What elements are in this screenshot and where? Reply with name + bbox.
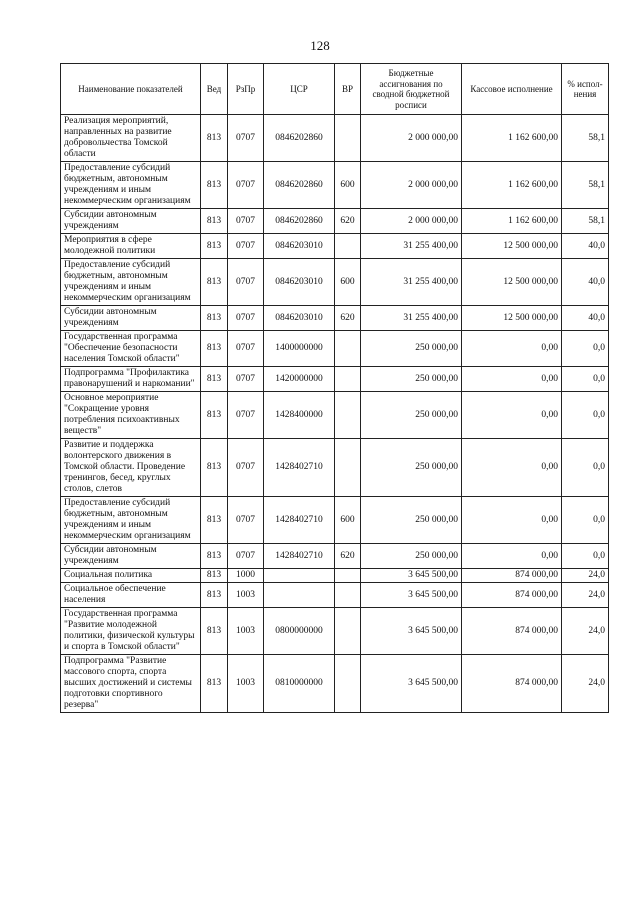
cell-name: Субсидии автономным учреждениям bbox=[61, 544, 201, 569]
header-name: Наименование показателей bbox=[61, 64, 201, 115]
cell-csr: 0846202860 bbox=[264, 209, 335, 234]
cell-vr: 620 bbox=[335, 306, 361, 331]
cell-cash-execution: 1 162 600,00 bbox=[462, 115, 562, 162]
cell-vr: 620 bbox=[335, 544, 361, 569]
cell-name: Подпрограмма "Профилактика правонарушений и наркомании" bbox=[61, 367, 201, 392]
cell-percent: 0,0 bbox=[562, 497, 609, 544]
table-row bbox=[61, 259, 609, 306]
cell-assignments: 31 255 400,00 bbox=[361, 234, 462, 259]
table-row bbox=[61, 439, 609, 497]
header-csr: ЦСР bbox=[264, 64, 335, 115]
cell-ved: 813 bbox=[201, 497, 228, 544]
cell-csr: 1428402710 bbox=[264, 544, 335, 569]
cell-rzpr: 0707 bbox=[228, 306, 264, 331]
table-row bbox=[61, 608, 609, 655]
cell-cash-execution: 0,00 bbox=[462, 497, 562, 544]
table-row bbox=[61, 583, 609, 608]
budget-table bbox=[60, 63, 609, 713]
cell-cash-execution: 12 500 000,00 bbox=[462, 259, 562, 306]
cell-csr: 0810000000 bbox=[264, 655, 335, 713]
table-row bbox=[61, 544, 609, 569]
cell-cash-execution: 0,00 bbox=[462, 439, 562, 497]
cell-percent: 58,1 bbox=[562, 162, 609, 209]
cell-rzpr: 0707 bbox=[228, 497, 264, 544]
table-row bbox=[61, 392, 609, 439]
table-row bbox=[61, 115, 609, 162]
table-header-row bbox=[61, 64, 609, 115]
cell-percent: 24,0 bbox=[562, 583, 609, 608]
cell-cash-execution: 12 500 000,00 bbox=[462, 306, 562, 331]
cell-assignments: 250 000,00 bbox=[361, 331, 462, 367]
cell-vr bbox=[335, 569, 361, 583]
cell-vr bbox=[335, 608, 361, 655]
cell-percent: 58,1 bbox=[562, 209, 609, 234]
cell-rzpr: 1000 bbox=[228, 569, 264, 583]
cell-assignments: 31 255 400,00 bbox=[361, 259, 462, 306]
cell-name: Реализация мероприятий, направленных на развитие добровольчества Томской области bbox=[61, 115, 201, 162]
cell-rzpr: 0707 bbox=[228, 439, 264, 497]
cell-vr bbox=[335, 655, 361, 713]
cell-csr: 0846202860 bbox=[264, 115, 335, 162]
cell-percent: 58,1 bbox=[562, 115, 609, 162]
cell-ved: 813 bbox=[201, 115, 228, 162]
cell-cash-execution: 0,00 bbox=[462, 367, 562, 392]
cell-ved: 813 bbox=[201, 331, 228, 367]
cell-ved: 813 bbox=[201, 306, 228, 331]
cell-rzpr: 0707 bbox=[228, 234, 264, 259]
header-ved: Вед bbox=[201, 64, 228, 115]
cell-rzpr: 0707 bbox=[228, 162, 264, 209]
cell-name: Социальное обеспечение населения bbox=[61, 583, 201, 608]
cell-csr: 1428402710 bbox=[264, 497, 335, 544]
cell-assignments: 250 000,00 bbox=[361, 367, 462, 392]
cell-rzpr: 1003 bbox=[228, 608, 264, 655]
cell-ved: 813 bbox=[201, 392, 228, 439]
cell-ved: 813 bbox=[201, 439, 228, 497]
cell-name: Основное мероприятие "Сокращение уровня потребления психоактивных веществ" bbox=[61, 392, 201, 439]
cell-csr: 1400000000 bbox=[264, 331, 335, 367]
cell-ved: 813 bbox=[201, 367, 228, 392]
cell-ved: 813 bbox=[201, 655, 228, 713]
cell-name: Предоставление субсидий бюджетным, автономным учреждениям и иным некоммерческим организациям bbox=[61, 162, 201, 209]
cell-percent: 40,0 bbox=[562, 259, 609, 306]
cell-percent: 24,0 bbox=[562, 655, 609, 713]
cell-vr: 600 bbox=[335, 497, 361, 544]
cell-rzpr: 0707 bbox=[228, 392, 264, 439]
cell-name: Субсидии автономным учреждениям bbox=[61, 209, 201, 234]
cell-cash-execution: 0,00 bbox=[462, 544, 562, 569]
cell-assignments: 3 645 500,00 bbox=[361, 569, 462, 583]
cell-csr: 0800000000 bbox=[264, 608, 335, 655]
cell-vr bbox=[335, 234, 361, 259]
cell-name: Предоставление субсидий бюджетным, автономным учреждениям и иным некоммерческим организациям bbox=[61, 497, 201, 544]
cell-assignments: 2 000 000,00 bbox=[361, 162, 462, 209]
cell-percent: 0,0 bbox=[562, 367, 609, 392]
cell-assignments: 250 000,00 bbox=[361, 392, 462, 439]
cell-percent: 24,0 bbox=[562, 569, 609, 583]
cell-vr: 600 bbox=[335, 162, 361, 209]
cell-cash-execution: 874 000,00 bbox=[462, 655, 562, 713]
cell-rzpr: 0707 bbox=[228, 331, 264, 367]
table-row bbox=[61, 306, 609, 331]
cell-name: Подпрограмма "Развитие массового спорта, спорта высших достижений и системы подготовки спортивного резерва" bbox=[61, 655, 201, 713]
cell-assignments: 3 645 500,00 bbox=[361, 583, 462, 608]
cell-cash-execution: 0,00 bbox=[462, 331, 562, 367]
cell-name: Предоставление субсидий бюджетным, автономным учреждениям и иным некоммерческим организациям bbox=[61, 259, 201, 306]
cell-name: Государственная программа "Развитие молодежной политики, физической культуры и спорта в Томской области" bbox=[61, 608, 201, 655]
page-number: 128 bbox=[310, 38, 330, 53]
cell-ved: 813 bbox=[201, 162, 228, 209]
cell-vr bbox=[335, 439, 361, 497]
cell-cash-execution: 874 000,00 bbox=[462, 569, 562, 583]
table-row bbox=[61, 497, 609, 544]
cell-vr bbox=[335, 392, 361, 439]
cell-name: Субсидии автономным учреждениям bbox=[61, 306, 201, 331]
cell-percent: 40,0 bbox=[562, 234, 609, 259]
table-body bbox=[61, 115, 609, 713]
header-rzpr: РзПр bbox=[228, 64, 264, 115]
cell-rzpr: 1003 bbox=[228, 583, 264, 608]
cell-ved: 813 bbox=[201, 608, 228, 655]
cell-csr bbox=[264, 583, 335, 608]
header-percent-execution: % испол- нения bbox=[562, 64, 609, 115]
cell-vr bbox=[335, 115, 361, 162]
cell-csr: 0846202860 bbox=[264, 162, 335, 209]
cell-percent: 0,0 bbox=[562, 331, 609, 367]
cell-csr: 0846203010 bbox=[264, 306, 335, 331]
cell-name: Социальная политика bbox=[61, 569, 201, 583]
header-assignments: Бюджетные ассигнования по сводной бюджетной росписи bbox=[361, 64, 462, 115]
table-row bbox=[61, 234, 609, 259]
cell-assignments: 2 000 000,00 bbox=[361, 209, 462, 234]
cell-csr bbox=[264, 569, 335, 583]
cell-vr bbox=[335, 331, 361, 367]
cell-csr: 0846203010 bbox=[264, 234, 335, 259]
cell-ved: 813 bbox=[201, 583, 228, 608]
cell-rzpr: 1003 bbox=[228, 655, 264, 713]
cell-cash-execution: 874 000,00 bbox=[462, 583, 562, 608]
cell-ved: 813 bbox=[201, 234, 228, 259]
cell-percent: 24,0 bbox=[562, 608, 609, 655]
header-cash-execution: Кассовое исполнение bbox=[462, 64, 562, 115]
cell-vr: 600 bbox=[335, 259, 361, 306]
cell-assignments: 3 645 500,00 bbox=[361, 655, 462, 713]
cell-percent: 0,0 bbox=[562, 392, 609, 439]
cell-assignments: 250 000,00 bbox=[361, 439, 462, 497]
cell-cash-execution: 1 162 600,00 bbox=[462, 209, 562, 234]
cell-ved: 813 bbox=[201, 259, 228, 306]
cell-cash-execution: 0,00 bbox=[462, 392, 562, 439]
table-row bbox=[61, 209, 609, 234]
cell-rzpr: 0707 bbox=[228, 115, 264, 162]
cell-csr: 1428402710 bbox=[264, 439, 335, 497]
table-row bbox=[61, 331, 609, 367]
cell-cash-execution: 874 000,00 bbox=[462, 608, 562, 655]
cell-csr: 1428400000 bbox=[264, 392, 335, 439]
cell-percent: 0,0 bbox=[562, 439, 609, 497]
cell-vr: 620 bbox=[335, 209, 361, 234]
cell-assignments: 3 645 500,00 bbox=[361, 608, 462, 655]
cell-assignments: 250 000,00 bbox=[361, 544, 462, 569]
cell-rzpr: 0707 bbox=[228, 209, 264, 234]
cell-assignments: 2 000 000,00 bbox=[361, 115, 462, 162]
cell-ved: 813 bbox=[201, 544, 228, 569]
cell-rzpr: 0707 bbox=[228, 367, 264, 392]
cell-name: Государственная программа "Обеспечение безопасности населения Томской области" bbox=[61, 331, 201, 367]
cell-rzpr: 0707 bbox=[228, 544, 264, 569]
table-row bbox=[61, 162, 609, 209]
table-row bbox=[61, 655, 609, 713]
cell-cash-execution: 1 162 600,00 bbox=[462, 162, 562, 209]
header-vr: ВР bbox=[335, 64, 361, 115]
cell-assignments: 31 255 400,00 bbox=[361, 306, 462, 331]
cell-name: Развитие и поддержка волонтерского движения в Томской области. Проведение тренингов, бесед, круглых столов, слетов bbox=[61, 439, 201, 497]
cell-vr bbox=[335, 583, 361, 608]
cell-vr bbox=[335, 367, 361, 392]
cell-name: Мероприятия в сфере молодежной политики bbox=[61, 234, 201, 259]
cell-ved: 813 bbox=[201, 569, 228, 583]
cell-ved: 813 bbox=[201, 209, 228, 234]
cell-csr: 0846203010 bbox=[264, 259, 335, 306]
cell-percent: 40,0 bbox=[562, 306, 609, 331]
table-row bbox=[61, 569, 609, 583]
cell-rzpr: 0707 bbox=[228, 259, 264, 306]
cell-csr: 1420000000 bbox=[264, 367, 335, 392]
table-row bbox=[61, 367, 609, 392]
cell-cash-execution: 12 500 000,00 bbox=[462, 234, 562, 259]
cell-assignments: 250 000,00 bbox=[361, 497, 462, 544]
cell-percent: 0,0 bbox=[562, 544, 609, 569]
